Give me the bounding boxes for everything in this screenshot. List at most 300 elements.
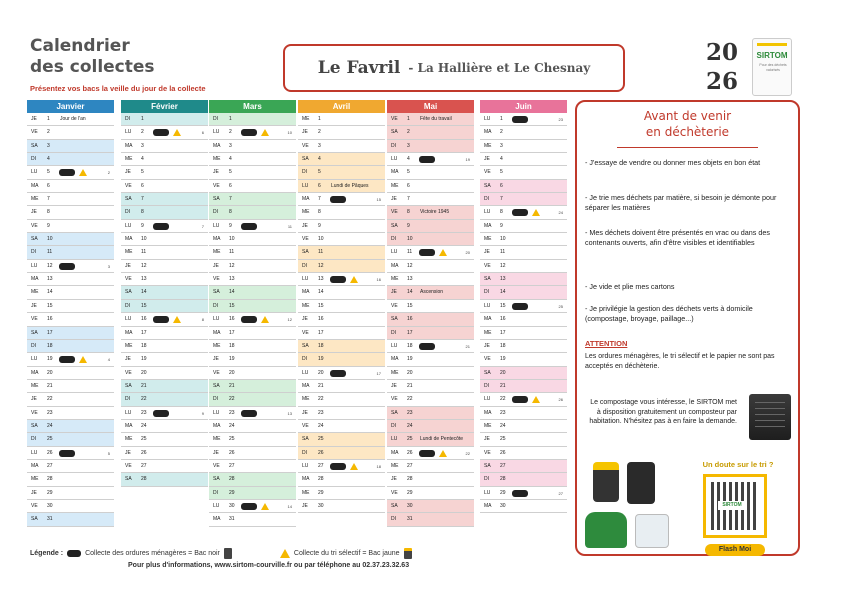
- day-number: 23: [47, 409, 53, 416]
- day-number: 8: [47, 209, 50, 216]
- day-row: [27, 286, 114, 299]
- tri-marker-icon: [173, 316, 181, 323]
- day-name: SA: [213, 382, 220, 389]
- day-number: 7: [500, 196, 503, 203]
- day-name: SA: [213, 476, 220, 483]
- day-name: VE: [391, 396, 398, 403]
- day-name: LU: [213, 222, 220, 229]
- day-number: 4: [229, 156, 232, 163]
- day-number: 27: [407, 462, 413, 469]
- day-name: DI: [391, 142, 396, 149]
- day-number: 4: [318, 156, 321, 163]
- day-name: SA: [391, 316, 398, 323]
- day-row: [121, 367, 208, 380]
- day-row: [27, 300, 114, 313]
- day-name: SA: [391, 409, 398, 416]
- holiday-label: Victoire 1945: [420, 209, 450, 216]
- day-name: VE: [302, 142, 309, 149]
- day-name: SA: [31, 142, 38, 149]
- week-number: 8: [201, 317, 204, 323]
- day-row: [298, 140, 385, 153]
- day-name: ME: [31, 476, 39, 483]
- day-row: [209, 126, 296, 139]
- day-row: [387, 180, 474, 193]
- om-marker-icon: [419, 249, 435, 256]
- day-number: 3: [500, 142, 503, 149]
- day-row: [209, 500, 296, 513]
- om-marker-icon: [241, 223, 257, 230]
- day-number: 1: [318, 116, 321, 122]
- day-number: 16: [318, 316, 324, 323]
- day-number: 19: [141, 356, 147, 363]
- day-row: [209, 367, 296, 380]
- week-number: 19: [465, 157, 470, 163]
- day-number: 3: [141, 142, 144, 149]
- day-number: 26: [500, 449, 506, 456]
- day-number: 30: [318, 502, 324, 509]
- day-number: 31: [407, 516, 413, 523]
- legend: [30, 548, 412, 559]
- day-number: 1: [407, 116, 410, 122]
- day-number: 5: [500, 169, 503, 176]
- day-name: VE: [391, 209, 398, 216]
- day-name: MA: [391, 169, 399, 176]
- dechetterie-panel: [575, 100, 800, 556]
- tri-marker-icon: [350, 463, 358, 470]
- day-number: 15: [141, 302, 147, 309]
- day-name: LU: [391, 436, 398, 443]
- day-number: 25: [318, 436, 324, 443]
- day-number: 7: [318, 196, 321, 203]
- week-number: 14: [287, 503, 292, 509]
- day-row: [298, 273, 385, 286]
- day-name: ME: [213, 249, 221, 256]
- town-box: [283, 44, 625, 92]
- day-row: [27, 340, 114, 353]
- day-number: 17: [318, 329, 324, 336]
- day-row: [27, 273, 114, 286]
- om-marker-icon: [59, 169, 75, 176]
- day-number: 9: [407, 222, 410, 229]
- day-name: SA: [302, 342, 309, 349]
- day-number: 9: [318, 222, 321, 229]
- day-number: 25: [229, 436, 235, 443]
- day-name: ME: [125, 249, 133, 256]
- week-number: 17: [376, 370, 381, 376]
- om-marker-icon: [330, 463, 346, 470]
- day-name: MA: [484, 129, 492, 136]
- day-row: [298, 367, 385, 380]
- day-row: [121, 433, 208, 446]
- day-row: [480, 313, 567, 326]
- day-number: 10: [500, 236, 506, 243]
- om-marker-icon: [419, 343, 435, 350]
- day-row: [387, 447, 474, 460]
- day-number: 9: [141, 222, 144, 229]
- day-name: LU: [391, 156, 398, 163]
- qr-label: SIRTOM: [718, 501, 746, 510]
- om-marker-icon: [330, 196, 346, 203]
- day-name: MA: [391, 262, 399, 269]
- tip-3: - Mes déchets doivent être présentés en vrac ou dans des contenants ouverts, afin d'être visibles et identifiables: [585, 228, 770, 247]
- day-number: 16: [47, 316, 53, 323]
- day-name: ME: [391, 182, 399, 189]
- day-row: [27, 140, 114, 153]
- tip-4: - Je vide et plie mes cartons: [585, 282, 675, 291]
- flash-me-button[interactable]: Flash Moi: [705, 544, 765, 556]
- day-name: LU: [125, 129, 132, 136]
- day-number: 29: [407, 489, 413, 496]
- day-name: SA: [31, 329, 38, 336]
- day-name: DI: [31, 436, 36, 443]
- day-number: 17: [141, 329, 147, 336]
- day-number: 12: [141, 262, 147, 269]
- day-row: [209, 300, 296, 313]
- day-name: DI: [391, 516, 396, 523]
- day-row: [387, 113, 474, 126]
- day-row: [298, 220, 385, 233]
- day-number: 14: [47, 289, 53, 296]
- day-name: MA: [213, 422, 221, 429]
- day-name: VE: [391, 302, 398, 309]
- day-name: ME: [391, 369, 399, 376]
- day-number: 9: [47, 222, 50, 229]
- day-row: [387, 273, 474, 286]
- day-number: 30: [229, 502, 235, 509]
- day-row: [387, 513, 474, 526]
- day-number: 22: [407, 396, 413, 403]
- week-number: 15: [376, 197, 381, 203]
- day-name: DI: [125, 396, 130, 403]
- day-number: 25: [47, 436, 53, 443]
- day-number: 1: [500, 116, 503, 122]
- day-name: DI: [302, 262, 307, 269]
- day-row: [387, 286, 474, 299]
- day-number: 19: [47, 356, 53, 363]
- day-row: [209, 246, 296, 259]
- day-number: 26: [141, 449, 147, 456]
- month-header: Janvier: [27, 100, 114, 113]
- day-name: MA: [391, 356, 399, 363]
- day-number: 6: [229, 182, 232, 189]
- day-name: MA: [31, 369, 39, 376]
- day-row: [387, 220, 474, 233]
- day-name: JE: [484, 156, 490, 163]
- day-row: [387, 206, 474, 219]
- day-row: [480, 180, 567, 193]
- day-name: ME: [213, 156, 221, 163]
- day-name: LU: [213, 129, 220, 136]
- day-name: JE: [391, 289, 397, 296]
- day-number: 19: [318, 356, 324, 363]
- attention-title: ATTENTION: [585, 339, 628, 348]
- day-number: 23: [407, 409, 413, 416]
- day-row: [387, 433, 474, 446]
- day-row: [298, 447, 385, 460]
- day-number: 29: [229, 489, 235, 496]
- day-name: JE: [391, 476, 397, 483]
- day-name: VE: [31, 222, 38, 229]
- day-name: DI: [125, 116, 130, 122]
- day-number: 1: [47, 116, 50, 122]
- day-row: [121, 246, 208, 259]
- day-row: [480, 367, 567, 380]
- day-row: [209, 327, 296, 340]
- day-row: [121, 300, 208, 313]
- om-marker-icon: [241, 316, 257, 323]
- day-name: LU: [484, 302, 491, 309]
- day-name: VE: [125, 182, 132, 189]
- day-number: 20: [500, 369, 506, 376]
- day-number: 22: [47, 396, 53, 403]
- day-row: [387, 300, 474, 313]
- day-number: 6: [47, 182, 50, 189]
- day-number: 12: [407, 262, 413, 269]
- day-number: 10: [407, 236, 413, 243]
- day-name: JE: [31, 116, 37, 122]
- day-row: [121, 460, 208, 473]
- day-number: 13: [407, 276, 413, 283]
- day-number: 13: [318, 276, 324, 283]
- day-name: JE: [31, 209, 37, 216]
- day-name: LU: [213, 316, 220, 323]
- day-number: 24: [407, 422, 413, 429]
- day-name: VE: [213, 462, 220, 469]
- day-number: 16: [500, 316, 506, 323]
- day-number: 1: [141, 116, 144, 122]
- day-number: 7: [229, 196, 232, 203]
- year: [700, 38, 744, 96]
- day-name: VE: [31, 409, 38, 416]
- day-name: DI: [391, 422, 396, 429]
- day-number: 10: [229, 236, 235, 243]
- day-row: [480, 473, 567, 486]
- compost-text: Le compostage vous intéresse, le SIRTOM met à disposition gratuitement un composteur par habitation. N'hésitez pas à en faire la demande.: [589, 399, 737, 425]
- day-number: 13: [500, 276, 506, 283]
- day-row: [209, 407, 296, 420]
- subtitle: Présentez vos bacs la veille du jour de la collecte: [30, 84, 206, 93]
- qr-code-icon[interactable]: [703, 474, 767, 538]
- week-number: 27: [558, 490, 563, 496]
- day-row: [121, 193, 208, 206]
- day-name: JE: [125, 262, 131, 269]
- legend-om-text: Collecte des ordures ménagères = Bac noir: [85, 550, 220, 557]
- logo-tagline: Pour des déchets valorisés: [759, 63, 787, 72]
- day-name: DI: [484, 196, 489, 203]
- day-row: [27, 206, 114, 219]
- holiday-label: Lundi de Pâques: [331, 182, 369, 189]
- day-number: 21: [141, 382, 147, 389]
- day-name: MA: [125, 142, 133, 149]
- week-number: 3: [107, 263, 110, 269]
- holiday-label: Fête du travail: [420, 116, 452, 122]
- day-row: [121, 273, 208, 286]
- week-number: 2: [107, 170, 110, 176]
- day-row: [209, 460, 296, 473]
- day-row: [121, 380, 208, 393]
- day-number: 4: [141, 156, 144, 163]
- day-row: [387, 367, 474, 380]
- day-number: 12: [229, 262, 235, 269]
- day-row: [298, 420, 385, 433]
- om-marker-icon: [512, 396, 528, 403]
- day-name: SA: [125, 196, 132, 203]
- paper-bin-icon: [635, 514, 669, 548]
- day-number: 14: [141, 289, 147, 296]
- day-name: VE: [125, 462, 132, 469]
- day-number: 11: [407, 249, 413, 256]
- day-row: [387, 420, 474, 433]
- day-row: [209, 260, 296, 273]
- day-name: DI: [213, 302, 218, 309]
- day-row: [480, 433, 567, 446]
- tri-marker-icon: [532, 209, 540, 216]
- day-row: [298, 193, 385, 206]
- day-row: [298, 126, 385, 139]
- day-name: MA: [302, 476, 310, 483]
- day-row: [480, 460, 567, 473]
- day-row: [298, 153, 385, 166]
- day-row: [27, 166, 114, 179]
- day-number: 25: [407, 436, 413, 443]
- day-number: 15: [407, 302, 413, 309]
- day-name: MA: [125, 422, 133, 429]
- day-name: JE: [302, 409, 308, 416]
- week-number: 25: [558, 303, 563, 309]
- day-row: [387, 140, 474, 153]
- day-number: 28: [500, 476, 506, 483]
- day-number: 20: [141, 369, 147, 376]
- day-name: JE: [484, 436, 490, 443]
- day-row: [27, 220, 114, 233]
- day-row: [298, 300, 385, 313]
- day-number: 25: [500, 436, 506, 443]
- day-number: 28: [47, 476, 53, 483]
- day-number: 22: [500, 396, 506, 403]
- day-name: DI: [31, 249, 36, 256]
- day-number: 4: [407, 156, 410, 163]
- day-name: JE: [31, 396, 37, 403]
- day-number: 2: [318, 129, 321, 136]
- day-row: [209, 166, 296, 179]
- day-row: [298, 260, 385, 273]
- day-row: [27, 513, 114, 526]
- day-number: 17: [500, 329, 506, 336]
- day-number: 18: [500, 342, 506, 349]
- day-row: [27, 313, 114, 326]
- day-row: [27, 193, 114, 206]
- day-row: [480, 273, 567, 286]
- day-number: 18: [318, 342, 324, 349]
- day-number: 31: [229, 516, 235, 523]
- day-row: [121, 166, 208, 179]
- day-row: [121, 140, 208, 153]
- tri-marker-icon: [532, 396, 540, 403]
- day-number: 24: [229, 422, 235, 429]
- day-row: [121, 113, 208, 126]
- day-name: LU: [125, 316, 132, 323]
- day-name: DI: [31, 342, 36, 349]
- om-marker-icon: [512, 209, 528, 216]
- day-name: VE: [31, 129, 38, 136]
- title-line-2: des collectes: [30, 57, 155, 77]
- day-number: 2: [47, 129, 50, 136]
- day-number: 29: [500, 489, 506, 496]
- day-row: [27, 246, 114, 259]
- day-name: MA: [484, 502, 492, 509]
- day-name: LU: [391, 342, 398, 349]
- day-name: DI: [302, 169, 307, 176]
- week-number: 7: [201, 223, 204, 229]
- tip-2: - Je trie mes déchets par matière, si besoin je démonte pour séparer les matières: [585, 193, 777, 212]
- day-name: ME: [391, 462, 399, 469]
- day-name: MA: [484, 316, 492, 323]
- day-number: 26: [318, 449, 324, 456]
- day-row: [387, 340, 474, 353]
- day-number: 6: [407, 182, 410, 189]
- day-number: 14: [407, 289, 413, 296]
- day-row: [27, 393, 114, 406]
- town-subtitle: - La Hallière et Le Chesnay: [408, 61, 591, 75]
- day-name: LU: [302, 462, 309, 469]
- day-name: MA: [31, 182, 39, 189]
- day-name: LU: [213, 502, 220, 509]
- day-number: 31: [47, 516, 53, 523]
- title-line-1: Calendrier: [30, 36, 130, 56]
- day-row: [121, 420, 208, 433]
- logo-bar: [757, 43, 787, 46]
- day-row: [121, 407, 208, 420]
- day-row: [298, 313, 385, 326]
- day-name: DI: [391, 329, 396, 336]
- day-name: JE: [213, 169, 219, 176]
- om-marker-icon: [67, 550, 81, 557]
- week-number: 23: [558, 117, 563, 122]
- day-name: JE: [31, 302, 37, 309]
- panel-title: [577, 108, 798, 140]
- day-name: ME: [213, 436, 221, 443]
- day-row: [27, 447, 114, 460]
- day-row: [209, 313, 296, 326]
- day-number: 5: [318, 169, 321, 176]
- day-name: SA: [125, 476, 132, 483]
- om-marker-icon: [153, 316, 169, 323]
- day-name: ME: [125, 156, 133, 163]
- day-name: VE: [302, 236, 309, 243]
- day-number: 17: [407, 329, 413, 336]
- day-row: [298, 113, 385, 126]
- day-row: [480, 260, 567, 273]
- day-name: DI: [302, 449, 307, 456]
- day-row: [387, 473, 474, 486]
- day-number: 20: [407, 369, 413, 376]
- day-row: [209, 153, 296, 166]
- day-row: [387, 487, 474, 500]
- day-name: VE: [391, 489, 398, 496]
- calendar-title: [30, 36, 155, 78]
- day-row: [121, 473, 208, 486]
- week-number: 4: [107, 357, 110, 363]
- day-name: MA: [213, 236, 221, 243]
- day-name: ME: [302, 209, 310, 216]
- week-number: 26: [558, 397, 563, 403]
- day-row: [209, 353, 296, 366]
- day-name: MA: [391, 449, 399, 456]
- day-row: [387, 393, 474, 406]
- day-row: [209, 393, 296, 406]
- om-marker-icon: [153, 129, 169, 136]
- day-number: 17: [47, 329, 53, 336]
